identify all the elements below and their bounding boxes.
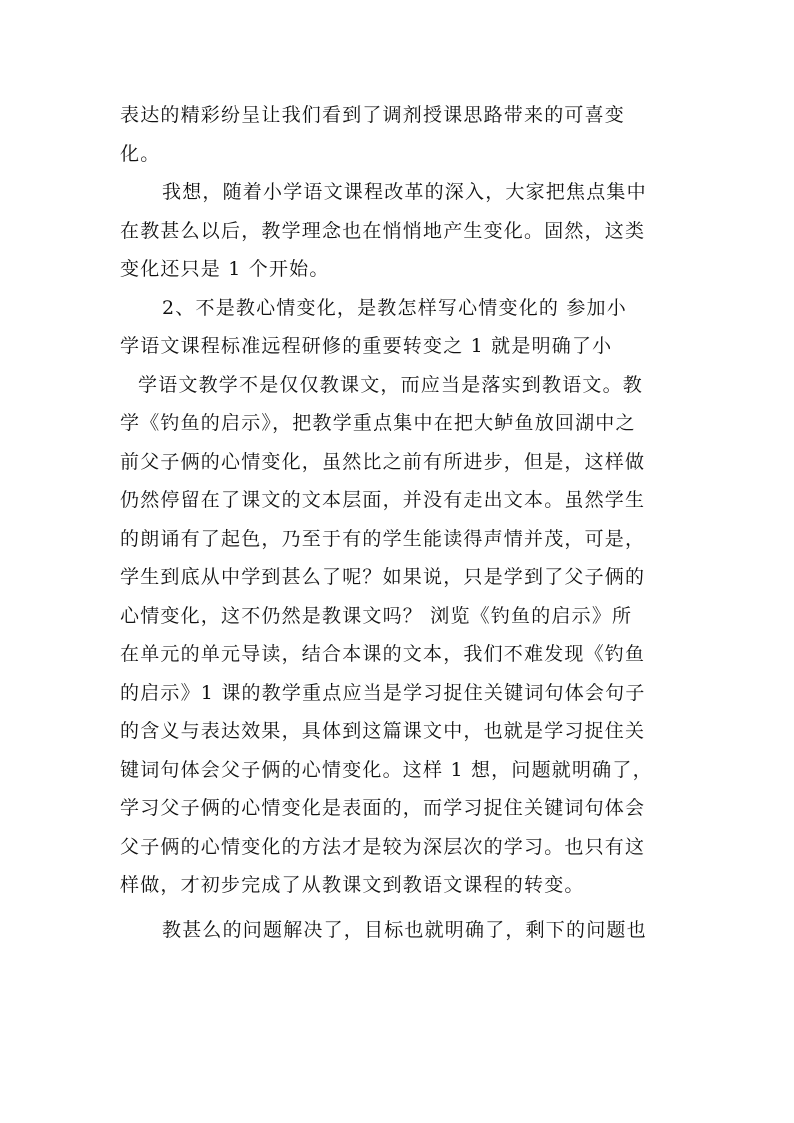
- paragraph-1: [120, 96, 680, 173]
- text-line: 的含义与表达效果，具体到这篇课文中，也就是学习捉住关: [120, 720, 646, 742]
- text-line: 键词句体会父子俩的心情变化。这样 1 想，问题就明确了，: [120, 758, 653, 781]
- paragraph-3: [120, 289, 680, 905]
- paragraph-2: [120, 173, 680, 289]
- text-line: 样做，才初步完成了从教课文到教语文课程的转变。: [120, 874, 585, 896]
- text-line: 学习父子俩的心情变化是表面的，而学习捉住关键词句体会: [120, 797, 646, 819]
- text-line: 学《钓鱼的启示》，把教学重点集中在把大鲈鱼放回湖中之: [120, 412, 636, 434]
- text-line: 在单元的单元导读，结合本课的文本，我们不难发现《钓鱼: [120, 643, 646, 665]
- text-line: 学语文教学不是仅仅教课文，而应当是落实到教语文。教: [138, 373, 644, 396]
- text-line: 教甚么的问题解决了，目标也就明确了，剩下的问题也: [162, 918, 647, 941]
- text-line: 学语文课程标准远程研修的重要转变之 1 就是明确了小: [120, 335, 613, 357]
- text-line: 我想，随着小学语文课程改革的深入，大家把焦点集中: [162, 181, 647, 203]
- text-line: 变化还只是 1 个开始。: [120, 258, 330, 280]
- text-line: 化。: [120, 142, 161, 165]
- text-line: 前父子俩的心情变化，虽然比之前有所进步，但是，这样做: [120, 450, 646, 473]
- text-line: 心情变化，这不仍然是教课文吗？ 浏览《钓鱼的启示》所: [120, 604, 633, 627]
- text-line: 父子俩的心情变化的方法才是较为深层次的学习。也只有这: [120, 835, 646, 858]
- text-line: 表达的精彩纷呈让我们看到了调剂授课思路带来的可喜变: [120, 104, 626, 126]
- paragraph-4: [120, 911, 680, 950]
- text-line: 的朗诵有了起色，乃至于有的学生能读得声情并茂，可是，: [120, 527, 646, 550]
- text-line: 的启示》1 课的教学重点应当是学习捉住关键词句体会句子: [120, 681, 646, 704]
- text-line: 学生到底从中学到甚么了呢？如果说，只是学到了父子俩的: [120, 566, 646, 588]
- text-line: 仍然停留在了课文的文本层面，并没有走出文本。虽然学生: [120, 489, 646, 511]
- text-line: 在教甚么以后，教学理念也在悄悄地产生变化。固然，这类: [120, 219, 646, 242]
- text-line: 2、不是教心情变化，是教怎样写心情变化的 参加小: [162, 296, 627, 319]
- document-body: [120, 96, 680, 949]
